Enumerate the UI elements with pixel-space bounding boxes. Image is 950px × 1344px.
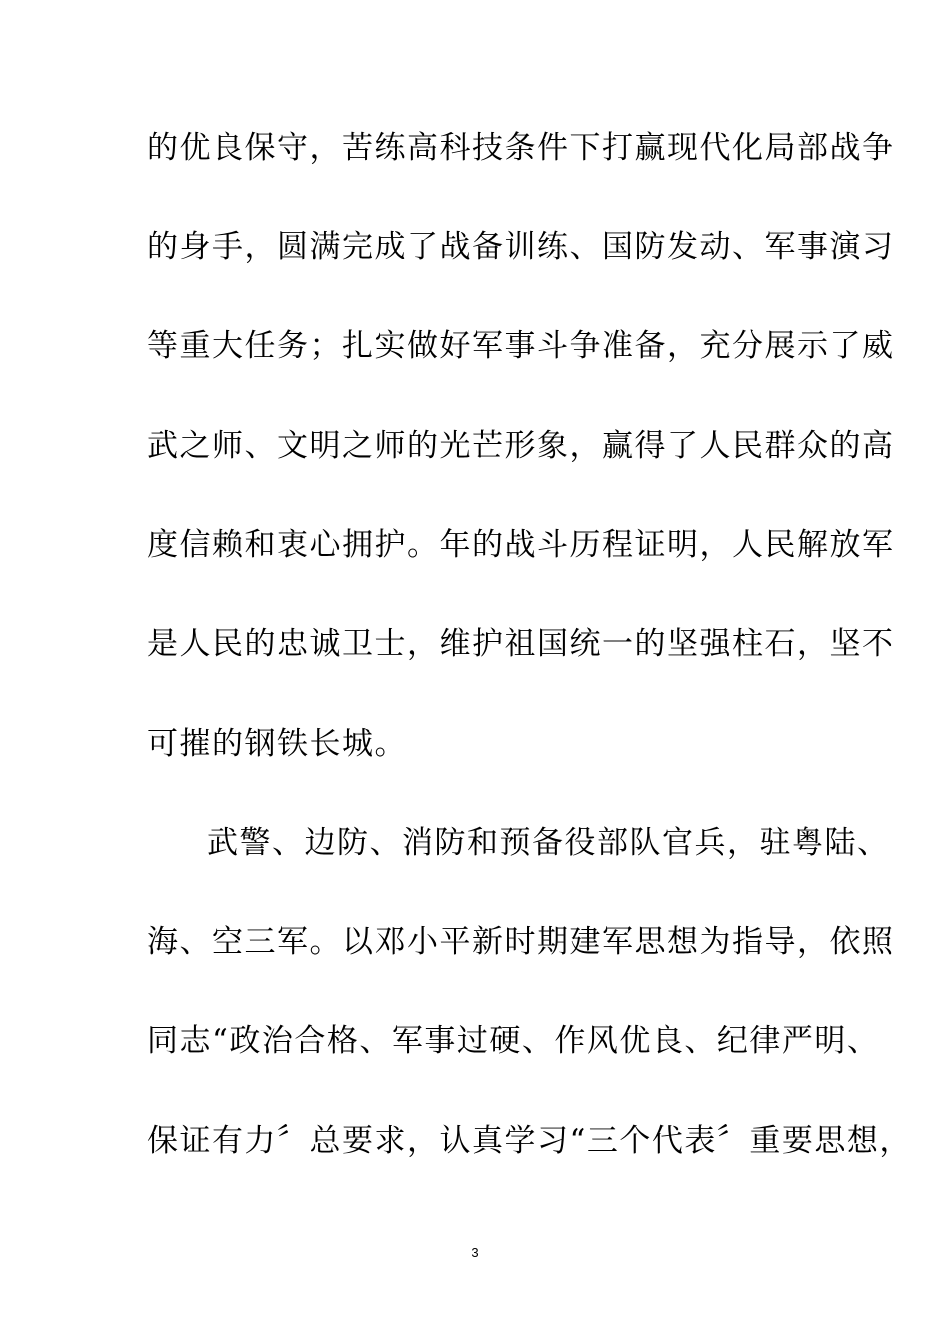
text-line: 的身手，圆满完成了战备训练、国防发动、军事演习 bbox=[147, 229, 895, 265]
text-line: 武之师、文明之师的光芒形象，赢得了人民群众的高 bbox=[147, 428, 895, 464]
text-line: 海、空三军。以邓小平新时期建军思想为指导，依照 bbox=[147, 924, 895, 960]
paragraph-first-line: 武警、边防、消防和预备役部队官兵，驻粤陆、 bbox=[207, 825, 890, 861]
text-line: 是人民的忠诚卫士，维护祖国统一的坚强柱石，坚不 bbox=[147, 626, 895, 662]
text-line: 等重大任务；扎实做好军事斗争准备，充分展示了威 bbox=[147, 328, 895, 364]
text-line: 同志“政治合格、军事过硬、作风优良、纪律严明、 bbox=[147, 1023, 880, 1059]
page-number: 3 bbox=[471, 1245, 479, 1260]
text-line: 可摧的钢铁长城。 bbox=[147, 726, 407, 762]
text-line: 保证有力〞总要求，认真学习“三个代表〞重要思想， bbox=[147, 1123, 912, 1159]
text-line: 的优良保守，苦练高科技条件下打赢现代化局部战争 bbox=[147, 130, 895, 166]
text-line: 度信赖和衷心拥护。年的战斗历程证明，人民解放军 bbox=[147, 527, 895, 563]
